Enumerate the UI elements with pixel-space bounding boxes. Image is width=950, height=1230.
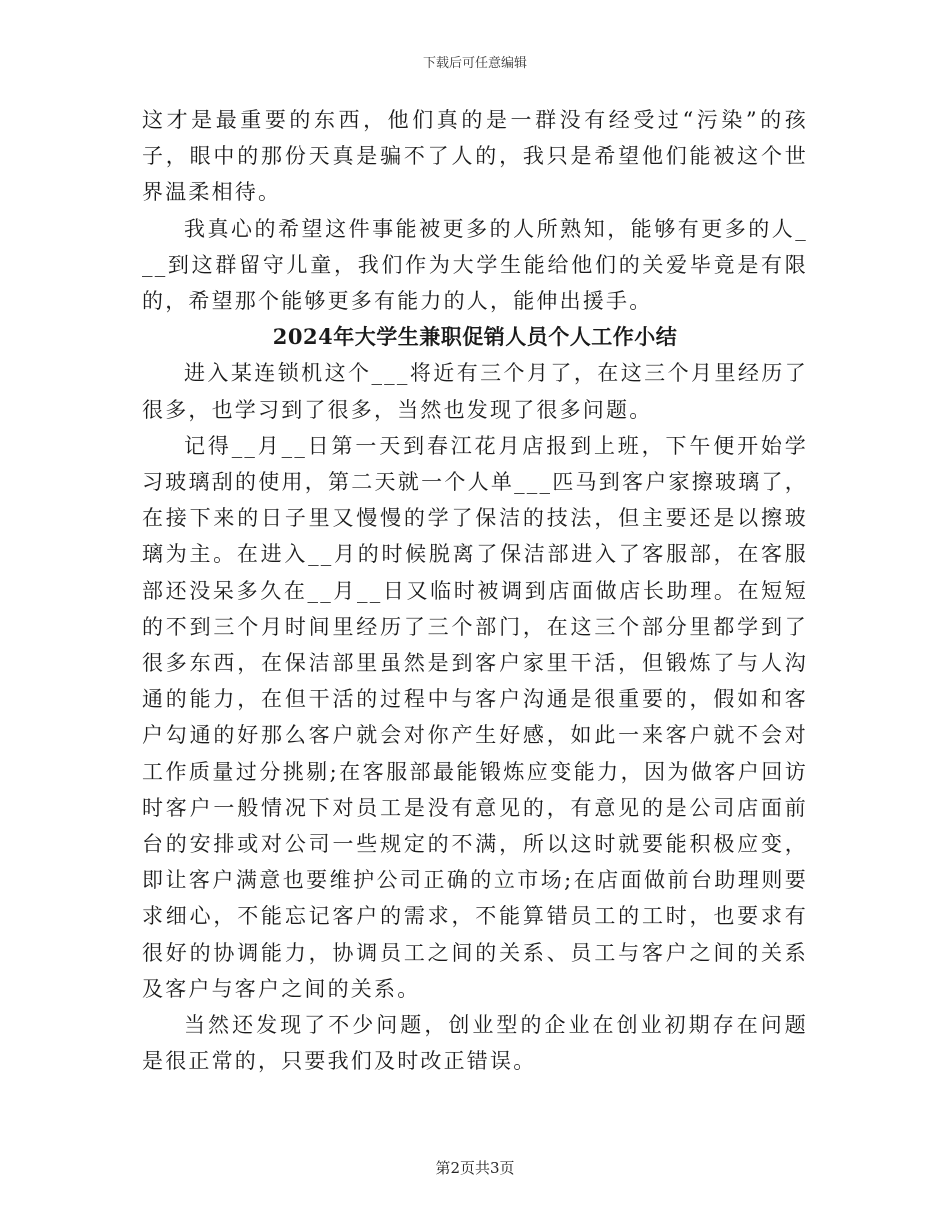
body-paragraph: 当然还发现了不少问题，创业型的企业在创业初期存在问题是很正常的，只要我们及时改正错误。: [142, 1013, 808, 1074]
body-paragraph: 这才是最重要的东西，他们真的是一群没有经受过“污染”的孩子，眼中的那份天真是骗不了人的，我只是希望他们能被这个世界温柔相待。: [142, 108, 808, 205]
body-paragraph: 进入某连锁机这个___将近有三个月了，在这三个月里经历了很多，也学习到了很多，当然也发现了很多问题。: [142, 361, 808, 422]
section-title: 2024年大学生兼职促销人员个人工作小结: [272, 324, 678, 350]
body-paragraph: 记得__月__日第一天到春江花月店报到上班，下午便开始学习玻璃刮的使用，第二天就一个人单___匹马到客户家擦玻璃了，在接下来的日子里又慢慢的学了保洁的技法，但主要还是以擦玻璃为主。在进入__月的时候脱离了保洁部进入了客服部，在客服部还没呆多久在__月__日又临时被调到店面做店长助理。在短短的不到三个月时间里经历了三个部门，在这三个部分里都学到了很多东西，在保洁部里虽然是到客户家里干活，但锻炼了与人沟通的能力，在但干活的过程中与客户沟通是很重要的，假如和客户勾通的好那么客户就会对你产生好感，如此一来客户就不会对工作质量过分挑剔;在客服部最能锻炼应变能力，因为做客户回访时客户一般情况下对员工是没有意见的，有意见的是公司店面前台的安排或对公司一些规定的不满，所以这时就要能积极应变，即让客户满意也要维护公司正确的立市场;在店面做前台助理则要求细心，不能忘记客户的需求，不能算错员工的工时，也要求有很好的协调能力，协调员工之间的关系、员工与客户之间的关系及客户与客户之间的关系。: [142, 433, 808, 1001]
body-paragraph: 我真心的希望这件事能被更多的人所熟知，能够有更多的人___到这群留守儿童，我们作为大学生能给他们的关爱毕竟是有限的，希望那个能够更多有能力的人，能伸出援手。: [142, 216, 808, 314]
document-body: [142, 102, 808, 1079]
document-header-note: 下载后可任意编辑: [422, 56, 527, 71]
page-number-footer: 第2页共3页: [435, 1159, 515, 1177]
